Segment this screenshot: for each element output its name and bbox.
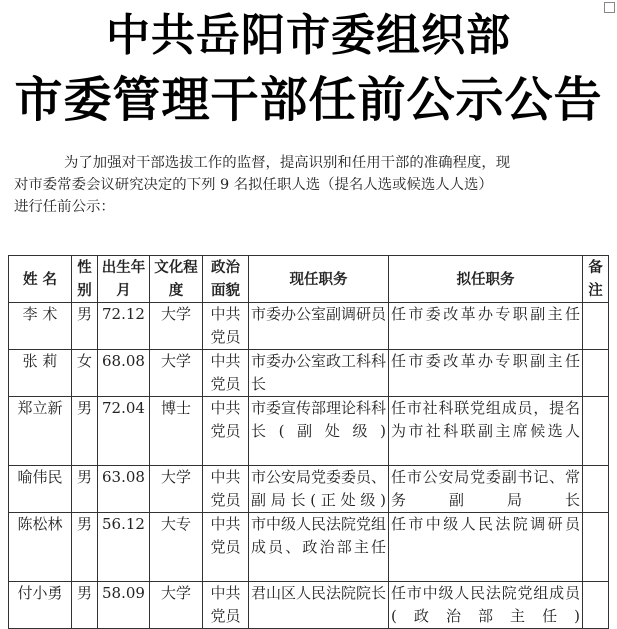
cell-name: 李 术 [9, 303, 72, 350]
cell-current-position: 市中级人民法院党组成员、政治部主任 [249, 513, 389, 582]
cell-note [583, 303, 609, 350]
cell-current-position: 市委办公室副调研员 [249, 303, 389, 350]
cell-current-position: 市公安局党委委员、副局长(正处级) [249, 466, 389, 513]
cell-politics: 中共党员 [203, 350, 249, 397]
cell-education: 大专 [150, 513, 203, 582]
cell-current-position: 市委宣传部理论科科长(副处级) [249, 397, 389, 466]
candidate-table [8, 255, 609, 629]
header-name: 姓 名 [9, 256, 72, 303]
cell-politics: 中共党员 [203, 466, 249, 513]
cell-politics: 中共党员 [203, 397, 249, 466]
cell-gender: 男 [72, 513, 98, 582]
cell-politics: 中共党员 [203, 303, 249, 350]
cell-note [583, 513, 609, 582]
cell-gender: 男 [72, 397, 98, 466]
cell-note [583, 466, 609, 513]
cell-proposed-position: 任市中级人民法院调研员 [389, 513, 583, 582]
cell-education: 大学 [150, 582, 203, 629]
cell-birth: 58.09 [98, 582, 150, 629]
intro-line-1: 为了加强对干部选拔工作的监督，提高识别和任用干部的准确程度，现 [64, 155, 511, 171]
cell-education: 大学 [150, 466, 203, 513]
cell-note [583, 397, 609, 466]
cell-gender: 女 [72, 350, 98, 397]
cell-proposed-position: 任市中级人民法院党组成员(政治部主任) [389, 582, 583, 629]
intro-paragraph [14, 152, 614, 218]
header-politics: 政治面貌 [203, 256, 249, 303]
cell-name: 喻伟民 [9, 466, 72, 513]
cell-education: 博士 [150, 397, 203, 466]
table-row [9, 303, 609, 350]
header-education: 文化程度 [150, 256, 203, 303]
cell-birth: 72.04 [98, 397, 150, 466]
cell-current-position: 市委办公室政工科科长 [249, 350, 389, 397]
cell-note [583, 350, 609, 397]
table-header-row [9, 256, 609, 303]
table-row [9, 513, 609, 582]
header-proposed-position: 拟任职务 [389, 256, 583, 303]
cell-current-position: 君山区人民法院院长 [249, 582, 389, 629]
notice-title-line-1: 中共岳阳市委组织部 [106, 10, 511, 61]
cell-education: 大学 [150, 303, 203, 350]
intro-line-2: 对市委常委会议研究决定的下列 9 名拟任职人选（提名人选或候选人人选） [14, 177, 493, 193]
cell-proposed-position: 任市委改革办专职副主任 [389, 303, 583, 350]
table-row [9, 466, 609, 513]
intro-line-3: 进行任前公示： [14, 199, 115, 215]
header-note: 备注 [583, 256, 609, 303]
cell-birth: 68.08 [98, 350, 150, 397]
cell-name: 张 莉 [9, 350, 72, 397]
cell-proposed-position: 任市社科联党组成员，提名为市社科联副主席候选人 [389, 397, 583, 466]
cell-politics: 中共党员 [203, 582, 249, 629]
cell-proposed-position: 任市公安局党委副书记、常务副局长 [389, 466, 583, 513]
cell-name: 陈松林 [9, 513, 72, 582]
cell-gender: 男 [72, 582, 98, 629]
table-row [9, 397, 609, 466]
cell-education: 大学 [150, 350, 203, 397]
table-row [9, 582, 609, 629]
cell-birth: 63.08 [98, 466, 150, 513]
cell-birth: 56.12 [98, 513, 150, 582]
cell-name: 付小勇 [9, 582, 72, 629]
cell-politics: 中共党员 [203, 513, 249, 582]
cell-gender: 男 [72, 466, 98, 513]
header-birth: 出生年月 [98, 256, 150, 303]
header-current-position: 现任职务 [249, 256, 389, 303]
cell-gender: 男 [72, 303, 98, 350]
cell-note [583, 582, 609, 629]
cell-proposed-position: 任市委改革办专职副主任 [389, 350, 583, 397]
notice-title-line-2: 市委管理干部任前公示公告 [14, 72, 603, 128]
cell-name: 郑立新 [9, 397, 72, 466]
cell-birth: 72.12 [98, 303, 150, 350]
table-row [9, 350, 609, 397]
header-gender: 性别 [72, 256, 98, 303]
